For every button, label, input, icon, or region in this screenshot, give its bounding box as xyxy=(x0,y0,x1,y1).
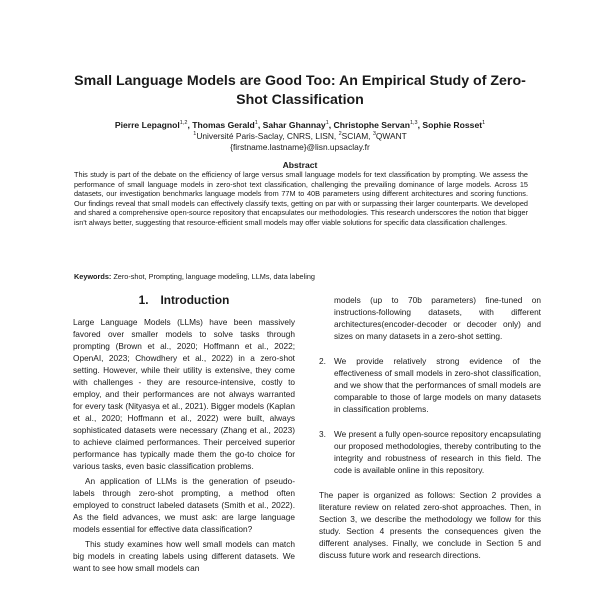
affil-text: SCIAM, xyxy=(341,131,373,141)
paper-title: Small Language Models are Good Too: An Empirical Study of Zero-Shot Classification xyxy=(74,73,526,108)
author-affil-marker: 1 xyxy=(482,120,486,127)
author-affil-marker: 1,3 xyxy=(409,120,418,127)
list-item-text: We provide relatively strong evidence of the effectiveness of small models in zero-shot classification, and we show that the performances of small models are comparable to those of large models on many datasets in classification problems. xyxy=(334,356,541,414)
author-name: Christophe Servan xyxy=(333,120,410,130)
author-affil-marker: 1,2 xyxy=(179,120,188,127)
intro-paragraph: Large Language Models (LLMs) have been massively favored over smaller models to solve tasks through prompting (Brown et al., 2020; Hoffmann et al., 2022; OpenAI, 2023; Chowdhery et al., 2022) in a zero-shot setting. However, while their utility is extensive, they come with challenges - they are resource-intensive, costly to employ, and their performances are not always warranted for every task (Nityasya et al., 2021). Bigger models (Kaplan et al., 2020; Hoffmann et al., 2022) were built, always sophisticated datasets were necessary (Zhang et al., 2023) to achieve claimed performances. Their perceived superior performance has typically made them the go-to choice for various tasks, even basic classification problems. xyxy=(73,317,295,471)
keywords-text: Zero-shot, Prompting, language modeling, LLMs, data labeling xyxy=(113,272,315,281)
keywords-label: Keywords: xyxy=(74,272,112,281)
author-name: Thomas Gerald xyxy=(192,120,255,130)
intro-paragraph: This study examines how well small models can match big models in creating labels using different datasets. We want to see how small models can xyxy=(73,539,295,573)
list-item-text: models (up to 70b parameters) fine-tuned on instructions-following datasets, with different architectures(encoder-decoder or decoder only) and sizes on many datasets in a zero-shot setting. xyxy=(334,295,541,341)
affil-text: QWANT xyxy=(375,131,407,141)
section-heading xyxy=(73,294,295,307)
author-name: Pierre Lepagnol xyxy=(114,120,180,130)
left-column xyxy=(73,294,295,577)
section-number: 1. xyxy=(138,293,149,307)
contribution-list xyxy=(319,294,541,476)
list-item-number: 2. xyxy=(319,356,326,366)
right-column xyxy=(319,294,541,564)
affil-text: Université Paris-Saclay, CNRS, LISN, xyxy=(196,131,339,141)
list-item xyxy=(319,294,541,342)
affiliations xyxy=(40,131,560,142)
affil-marker: 3 xyxy=(372,131,376,138)
list-item-number: 3. xyxy=(319,429,326,439)
intro-paragraph: An application of LLMs is the generation of pseudo-labels through zero-shot prompting, a method often employed to construct labeled datasets (Smith et al., 2022). As the field advances, we must ask: are large language models essential for effective data classification? xyxy=(73,476,295,534)
affil-marker: 1 xyxy=(193,131,197,138)
section-title: Introduction xyxy=(160,293,230,307)
list-item xyxy=(319,428,541,476)
list-item-text: We present a fully open-source repository encapsulating our proposed methodologies, thereby contributing to the integrity and robustness of research in this field. The code is available online in this repository. xyxy=(334,429,541,475)
author-name: Sahar Ghannay xyxy=(262,120,326,130)
keywords-line xyxy=(74,272,528,282)
author-affil-marker: 1 xyxy=(254,120,258,127)
author-affil-marker: 1 xyxy=(325,120,329,127)
author-name: Sophie Rosset xyxy=(422,120,483,130)
contact-email: {firstname.lastname}@lisn.upsaclay.fr xyxy=(230,142,370,152)
organization-paragraph: The paper is organized as follows: Section 2 provides a literature review on related zero-shot approaches. Then, in Section 3, we describe the methodology we follow for this study. Section 4 presents the consequences given the different analyses. Finally, we conclude in Section 5 and discuss future work and research directions. xyxy=(319,490,541,560)
author-list: Pierre Lepagnol$^{1,2}$, Thomas Gerald$^1$, Sahar Ghannay$^1$, Christophe Servan$^{1,3}$, Sophie Rosset$^1$ xyxy=(114,120,486,130)
list-item xyxy=(319,355,541,415)
affil-marker: 2 xyxy=(338,131,342,138)
abstract-text: This study is part of the debate on the efficiency of large versus small language models for text classification by prompting. We assess the performance of small language models in zero-shot text classification, challenging the prevailing dominance of large models. Across 15 datasets, our investigation benchmarks language models from 77M to 40B parameters using different architectures and scoring functions. Our findings reveal that small models can effectively classify texts, getting on par with or surpassing their larger counterparts. We developed and shared a comprehensive open-source repository that encapsulates our methodologies. This research underscores the notion that bigger isn't always better, suggesting that resource-efficient small models may offer viable solutions for specific data classification challenges. xyxy=(74,170,528,227)
abstract-heading: Abstract xyxy=(282,160,318,170)
